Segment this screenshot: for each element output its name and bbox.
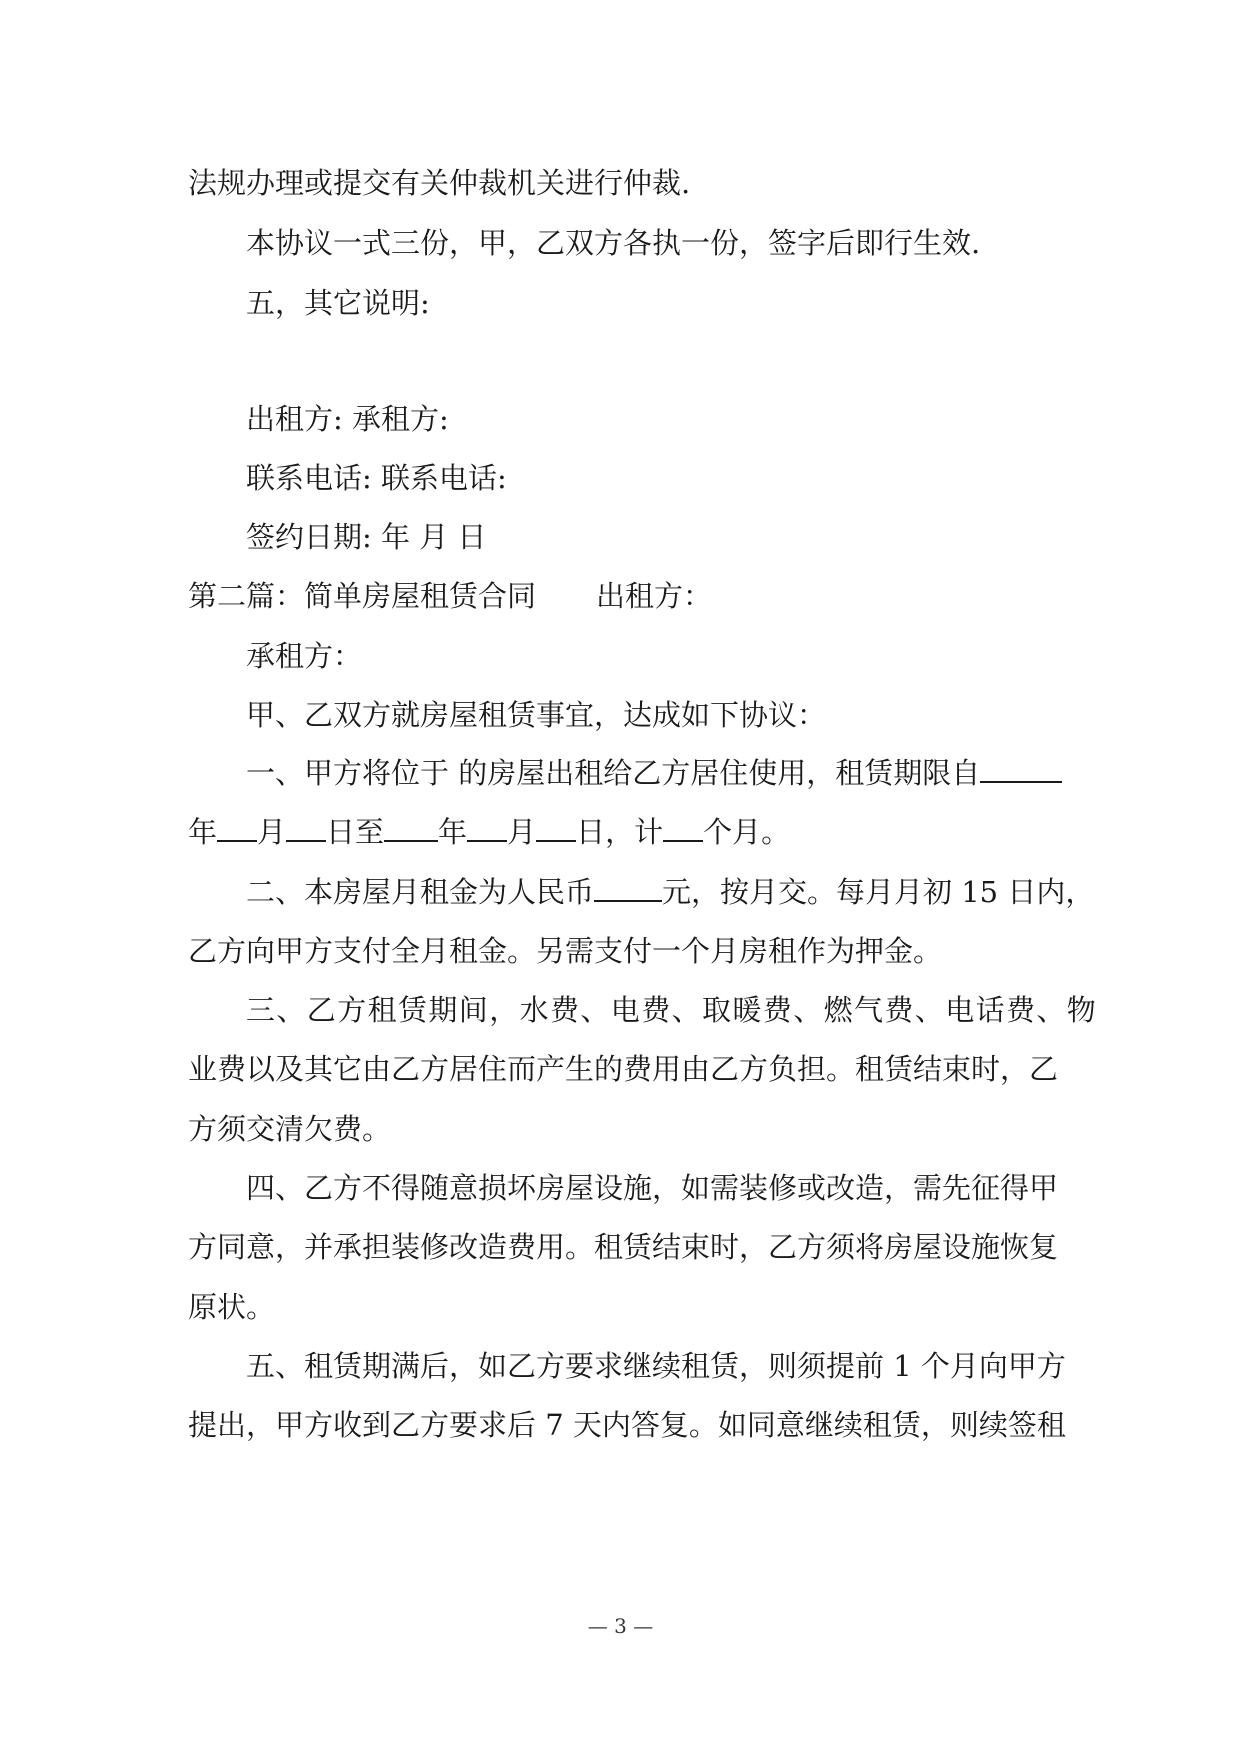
clause-text: 个月。 [703, 815, 791, 849]
clause-text: 月 [507, 815, 537, 849]
clause-text: 月 [257, 815, 287, 849]
chapter-title: 第二篇：简单房屋租赁合同 [188, 579, 537, 613]
page-number: — 3 — [587, 1614, 654, 1638]
paragraph-line: 方须交清欠费。 [188, 1112, 392, 1146]
blank-field [217, 812, 257, 842]
blank-field-rent [594, 872, 662, 902]
clause-text: 日至 [326, 815, 385, 849]
blank-field [384, 812, 438, 842]
clause-text: 年 [438, 815, 468, 849]
clause-text: 年 [188, 815, 218, 849]
paragraph-line: 甲、乙双方就房屋租赁事宜，达成如下协议： [246, 698, 827, 732]
paragraph-line: 三、乙方租赁期间，水费、电费、取暖费、燃气费、电话费、物 [246, 993, 1098, 1027]
paragraph-line: 本协议一式三份，甲，乙双方各执一份，签字后即行生效. [246, 226, 981, 260]
blank-field [286, 812, 326, 842]
paragraph-line: 法规办理或提交有关仲裁机关进行仲裁. [188, 166, 691, 200]
paragraph-line: 五、租赁期满后，如乙方要求继续租赁，则须提前 1 个月向甲方 [246, 1349, 1066, 1383]
clause-text: 日，计 [576, 815, 664, 849]
clause-one-dates [188, 812, 790, 852]
blank-field [536, 812, 576, 842]
blank-field [663, 812, 703, 842]
clause-text: 二、本房屋月租金为人民币 [246, 875, 595, 909]
clause-text: 一、甲方将位于 的房屋出租给乙方居住使用，租赁期限自 [246, 756, 981, 790]
paragraph-line: 四、乙方不得随意损坏房屋设施，如需装修或改造，需先征得甲 [246, 1171, 1059, 1205]
paragraph-line: 业费以及其它由乙方居住而产生的费用由乙方负担。租赁结束时，乙 [188, 1052, 1059, 1086]
clause-two-line [246, 872, 1094, 912]
clause-one-line [246, 753, 1062, 793]
lessor-label: 出租方： [596, 579, 713, 613]
paragraph-line: 原状。 [188, 1290, 276, 1324]
lessee-label: 承租方： [246, 639, 363, 673]
paragraph-line: 提出，甲方收到乙方要求后 7 天内答复。如同意继续租赁，则续签租 [188, 1408, 1066, 1442]
paragraph-line: 乙方向甲方支付全月租金。另需支付一个月房租作为押金。 [188, 934, 943, 968]
signature-line-parties: 出租方: 承租方: [246, 402, 449, 436]
signature-line-date: 签约日期: 年 月 日 [246, 520, 487, 554]
chapter-title-line [188, 576, 712, 616]
blank-field-year [980, 753, 1062, 783]
section-heading: 五，其它说明: [246, 286, 430, 320]
blank-field [467, 812, 507, 842]
signature-line-phone: 联系电话: 联系电话: [246, 461, 507, 495]
clause-text: 元，按月交。每月月初 15 日内， [662, 875, 1095, 909]
paragraph-line: 方同意，并承担装修改造费用。租赁结束时，乙方须将房屋设施恢复 [188, 1230, 1059, 1264]
